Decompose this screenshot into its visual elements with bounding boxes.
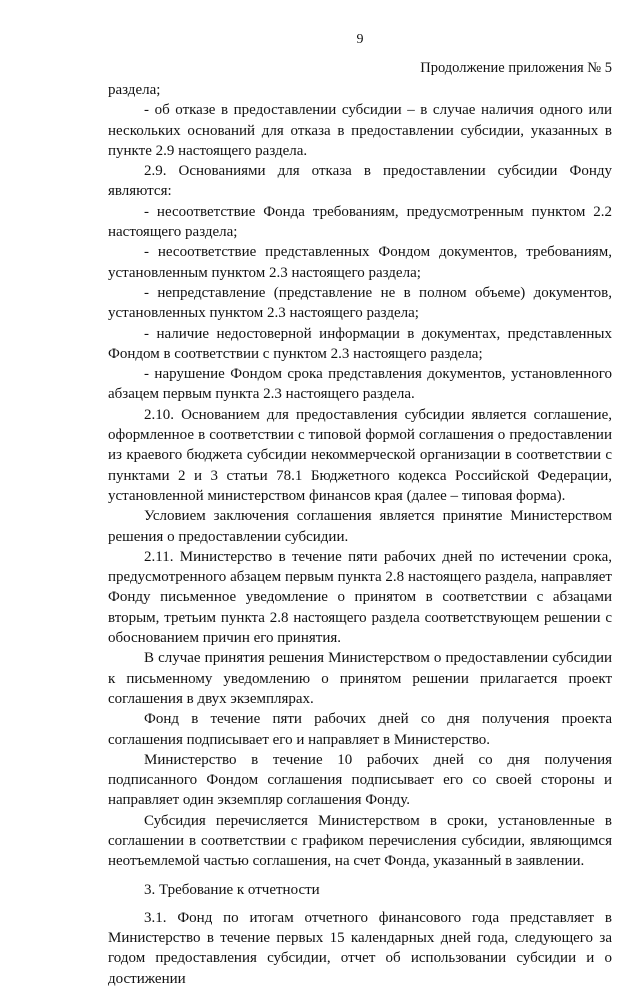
paragraph: 2.11. Министерство в течение пяти рабочих дней по истечении срока, предусмотренного абзацем первым пункта 2.8 настоящего раздела, направляет Фонду письменное уведомление о принятом в соответствии с абзацами вторым, третьим пункта 2.8 настоящего раздела соответствующем решении с обоснованием причин его принятия. (108, 548, 612, 647)
paragraph: В случае принятия решения Министерством о предоставлении субсидии к письменному уведомлению о принятом решении прилагается проект соглашения в двух экземплярах. (108, 650, 612, 707)
paragraph: Фонд в течение пяти рабочих дней со дня получения проекта соглашения подписывает его и направляет в Министерство. (108, 711, 612, 748)
document-body (108, 80, 612, 989)
paragraph: Условием заключения соглашения является принятие Министерством решения о предоставлении субсидии. (108, 508, 612, 545)
paragraph: 2.9. Основаниями для отказа в предоставлении субсидии Фонду являются: (108, 163, 612, 200)
paragraph: - об отказе в предоставлении субсидии – в случае наличия одного или нескольких оснований для отказа в предоставлении субсидии, указанных в пункте 2.9 настоящего раздела. (108, 102, 612, 159)
section-heading: 3. Требование к отчетности (144, 881, 320, 898)
paragraph: раздела; (108, 82, 161, 98)
paragraph: 3.1. Фонд по итогам отчетного финансового года представляет в Министерство в течение первых 15 календарных дней года, следующего за годом предоставления субсидии, отчет об использовании субсидии и о достижении (108, 909, 612, 987)
paragraph: - нарушение Фондом срока представления документов, установленного абзацем первым пункта 2.3 настоящего раздела. (108, 366, 612, 403)
paragraph: Субсидия перечисляется Министерством в сроки, установленные в соглашении в соответствии с графиком перечисления субсидии, являющимся неотъемлемой частью соглашения, на счет Фонда, указанный в заявлении. (108, 812, 612, 870)
page-number: 9 (356, 32, 364, 47)
paragraph: - наличие недостоверной информации в документах, представленных Фондом в соответствии с пунктом 2.3 настоящего раздела; (108, 325, 612, 362)
paragraph: - несоответствие Фонда требованиям, предусмотренным пунктом 2.2 настоящего раздела; (108, 203, 612, 241)
document-page (108, 30, 612, 989)
paragraph: 2.10. Основанием для предоставления субсидии является соглашение, оформленное в соответствии с типовой формой соглашения о предоставлении из краевого бюджета субсидии некоммерческой организации в соответствии с пунктами 2 и 3 статьи 78.1 Бюджетного кодекса Российской Федерации, установленной министерством финансов края (далее – типовая форма). (108, 406, 612, 504)
paragraph: Министерство в течение 10 рабочих дней со дня получения подписанного Фондом соглашения подписывает его со своей стороны и направляет один экземпляр соглашения Фонду. (108, 751, 612, 809)
paragraph: - непредставление (представление не в полном объеме) документов, установленных пунктом 2.3 настоящего раздела; (108, 284, 612, 322)
appendix-note: Продолжение приложения № 5 (420, 60, 612, 76)
paragraph: - несоответствие представленных Фондом документов, требованиям, установленным пунктом 2.3 настоящего раздела; (108, 244, 612, 281)
